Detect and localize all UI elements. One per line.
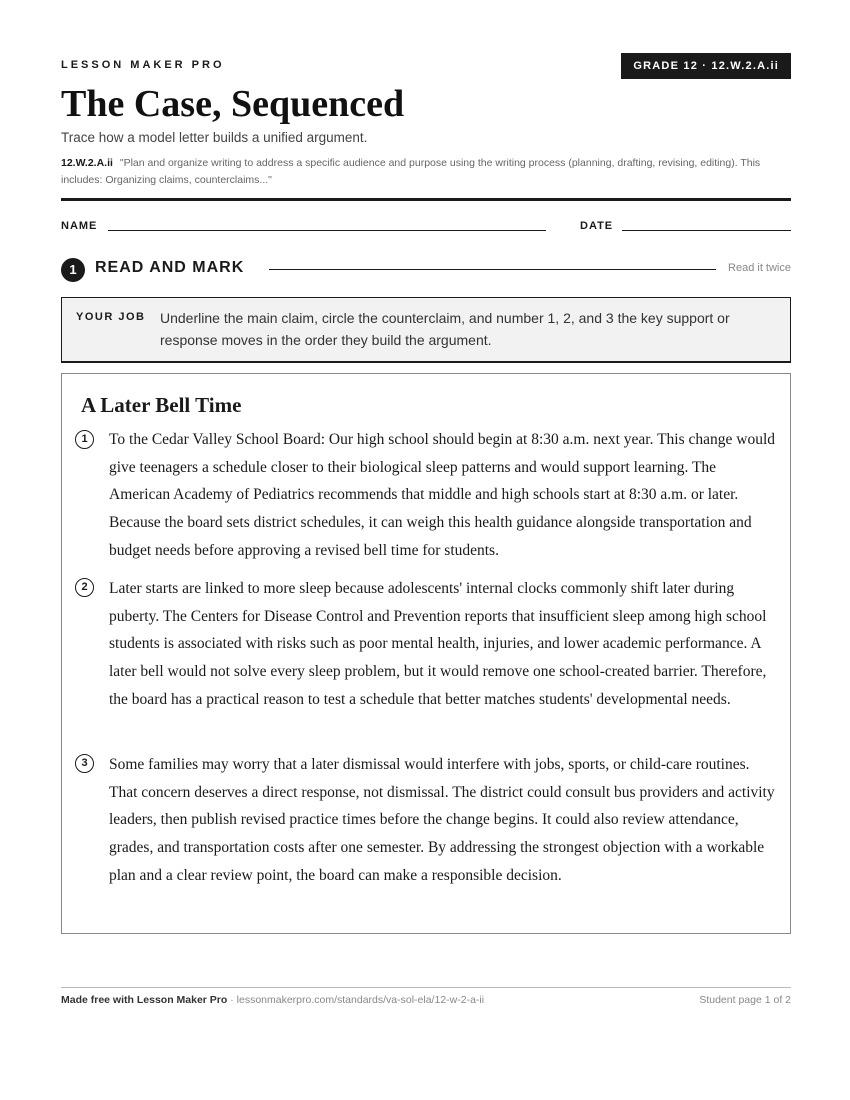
- date-label: DATE: [580, 220, 614, 232]
- letter-title: A Later Bell Time: [81, 393, 242, 417]
- paragraph-number-3: 3: [75, 754, 94, 773]
- page-subtitle: Trace how a model letter builds a unified argument.: [61, 130, 368, 145]
- step-number-badge: 1: [61, 258, 85, 282]
- footer-divider: [61, 987, 791, 988]
- name-field[interactable]: [108, 230, 546, 231]
- section-header: [61, 258, 791, 282]
- paragraph-2: Later starts are linked to more sleep because adolescents' internal clocks commonly shift later during puberty. The Centers for Disease Control and Prevention reports that insufficient sleep among high school students is associated with risks such as poor mental health, injuries, and lower academic performance. A later bell would not solve every sleep problem, but it would remove one school-created barrier. Therefore, the board has a practical reason to test a schedule that better matches students' developmental needs.: [109, 580, 767, 708]
- standard-code: 12.W.2.A.ii: [61, 157, 113, 169]
- brand-name: LESSON MAKER PRO: [61, 59, 225, 71]
- paragraph-3: Some families may worry that a later dismissal would interfere with jobs, sports, or child-care routines. That concern deserves a direct response, not dismissal. The district could consult bus providers and activity leaders, then publish revised practice times before the change begins. It could also review attendance, grades, and transportation costs after one semester. By addressing the strongest objection with a workable plan and a clear review point, the board can make a responsible decision.: [109, 756, 775, 884]
- footer-page-number: Student page 1 of 2: [699, 994, 791, 1006]
- footer-url[interactable]: · lessonmakerpro.com/standards/va-sol-ela/12-w-2-a-ii: [227, 994, 485, 1006]
- date-field[interactable]: [622, 230, 791, 231]
- letter-passage: [61, 373, 791, 934]
- footer-made-with: Made free with Lesson Maker Pro: [61, 994, 228, 1006]
- paragraph-1: To the Cedar Valley School Board: Our high school should begin at 8:30 a.m. next year. This change would give teenagers a schedule closer to their biological sleep patterns and would support learning. The American Academy of Pediatrics recommends that middle and high schools start at 8:30 a.m. or later. Because the board sets district schedules, it can weigh this health guidance alongside transportation and budget needs before approving a revised bell time for students.: [109, 431, 776, 559]
- name-label: NAME: [61, 220, 98, 232]
- your-job-label: YOUR JOB: [76, 311, 146, 323]
- standard-description: [61, 155, 791, 189]
- your-job-text: Underline the main claim, circle the counterclaim, and number 1, 2, and 3 the key support or response moves in the order they build the argument.: [160, 310, 730, 348]
- paragraph-number-1: 1: [75, 430, 94, 449]
- header-divider: [61, 198, 791, 201]
- standard-text: "Plan and organize writing to address a specific audience and purpose using the writing process (planning, drafting, revising, editing). This includes: Organizing claims, counterclaims...": [61, 157, 761, 186]
- your-job-box: [61, 297, 791, 363]
- page-title: The Case, Sequenced: [61, 83, 405, 125]
- paragraph-number-2: 2: [75, 578, 94, 597]
- section-note: Read it twice: [728, 262, 791, 274]
- grade-badge: GRADE 12 · 12.W.2.A.ii: [621, 53, 791, 79]
- section-divider: [269, 269, 716, 270]
- section-title: READ AND MARK: [95, 259, 245, 276]
- footer-credit: [61, 994, 484, 1006]
